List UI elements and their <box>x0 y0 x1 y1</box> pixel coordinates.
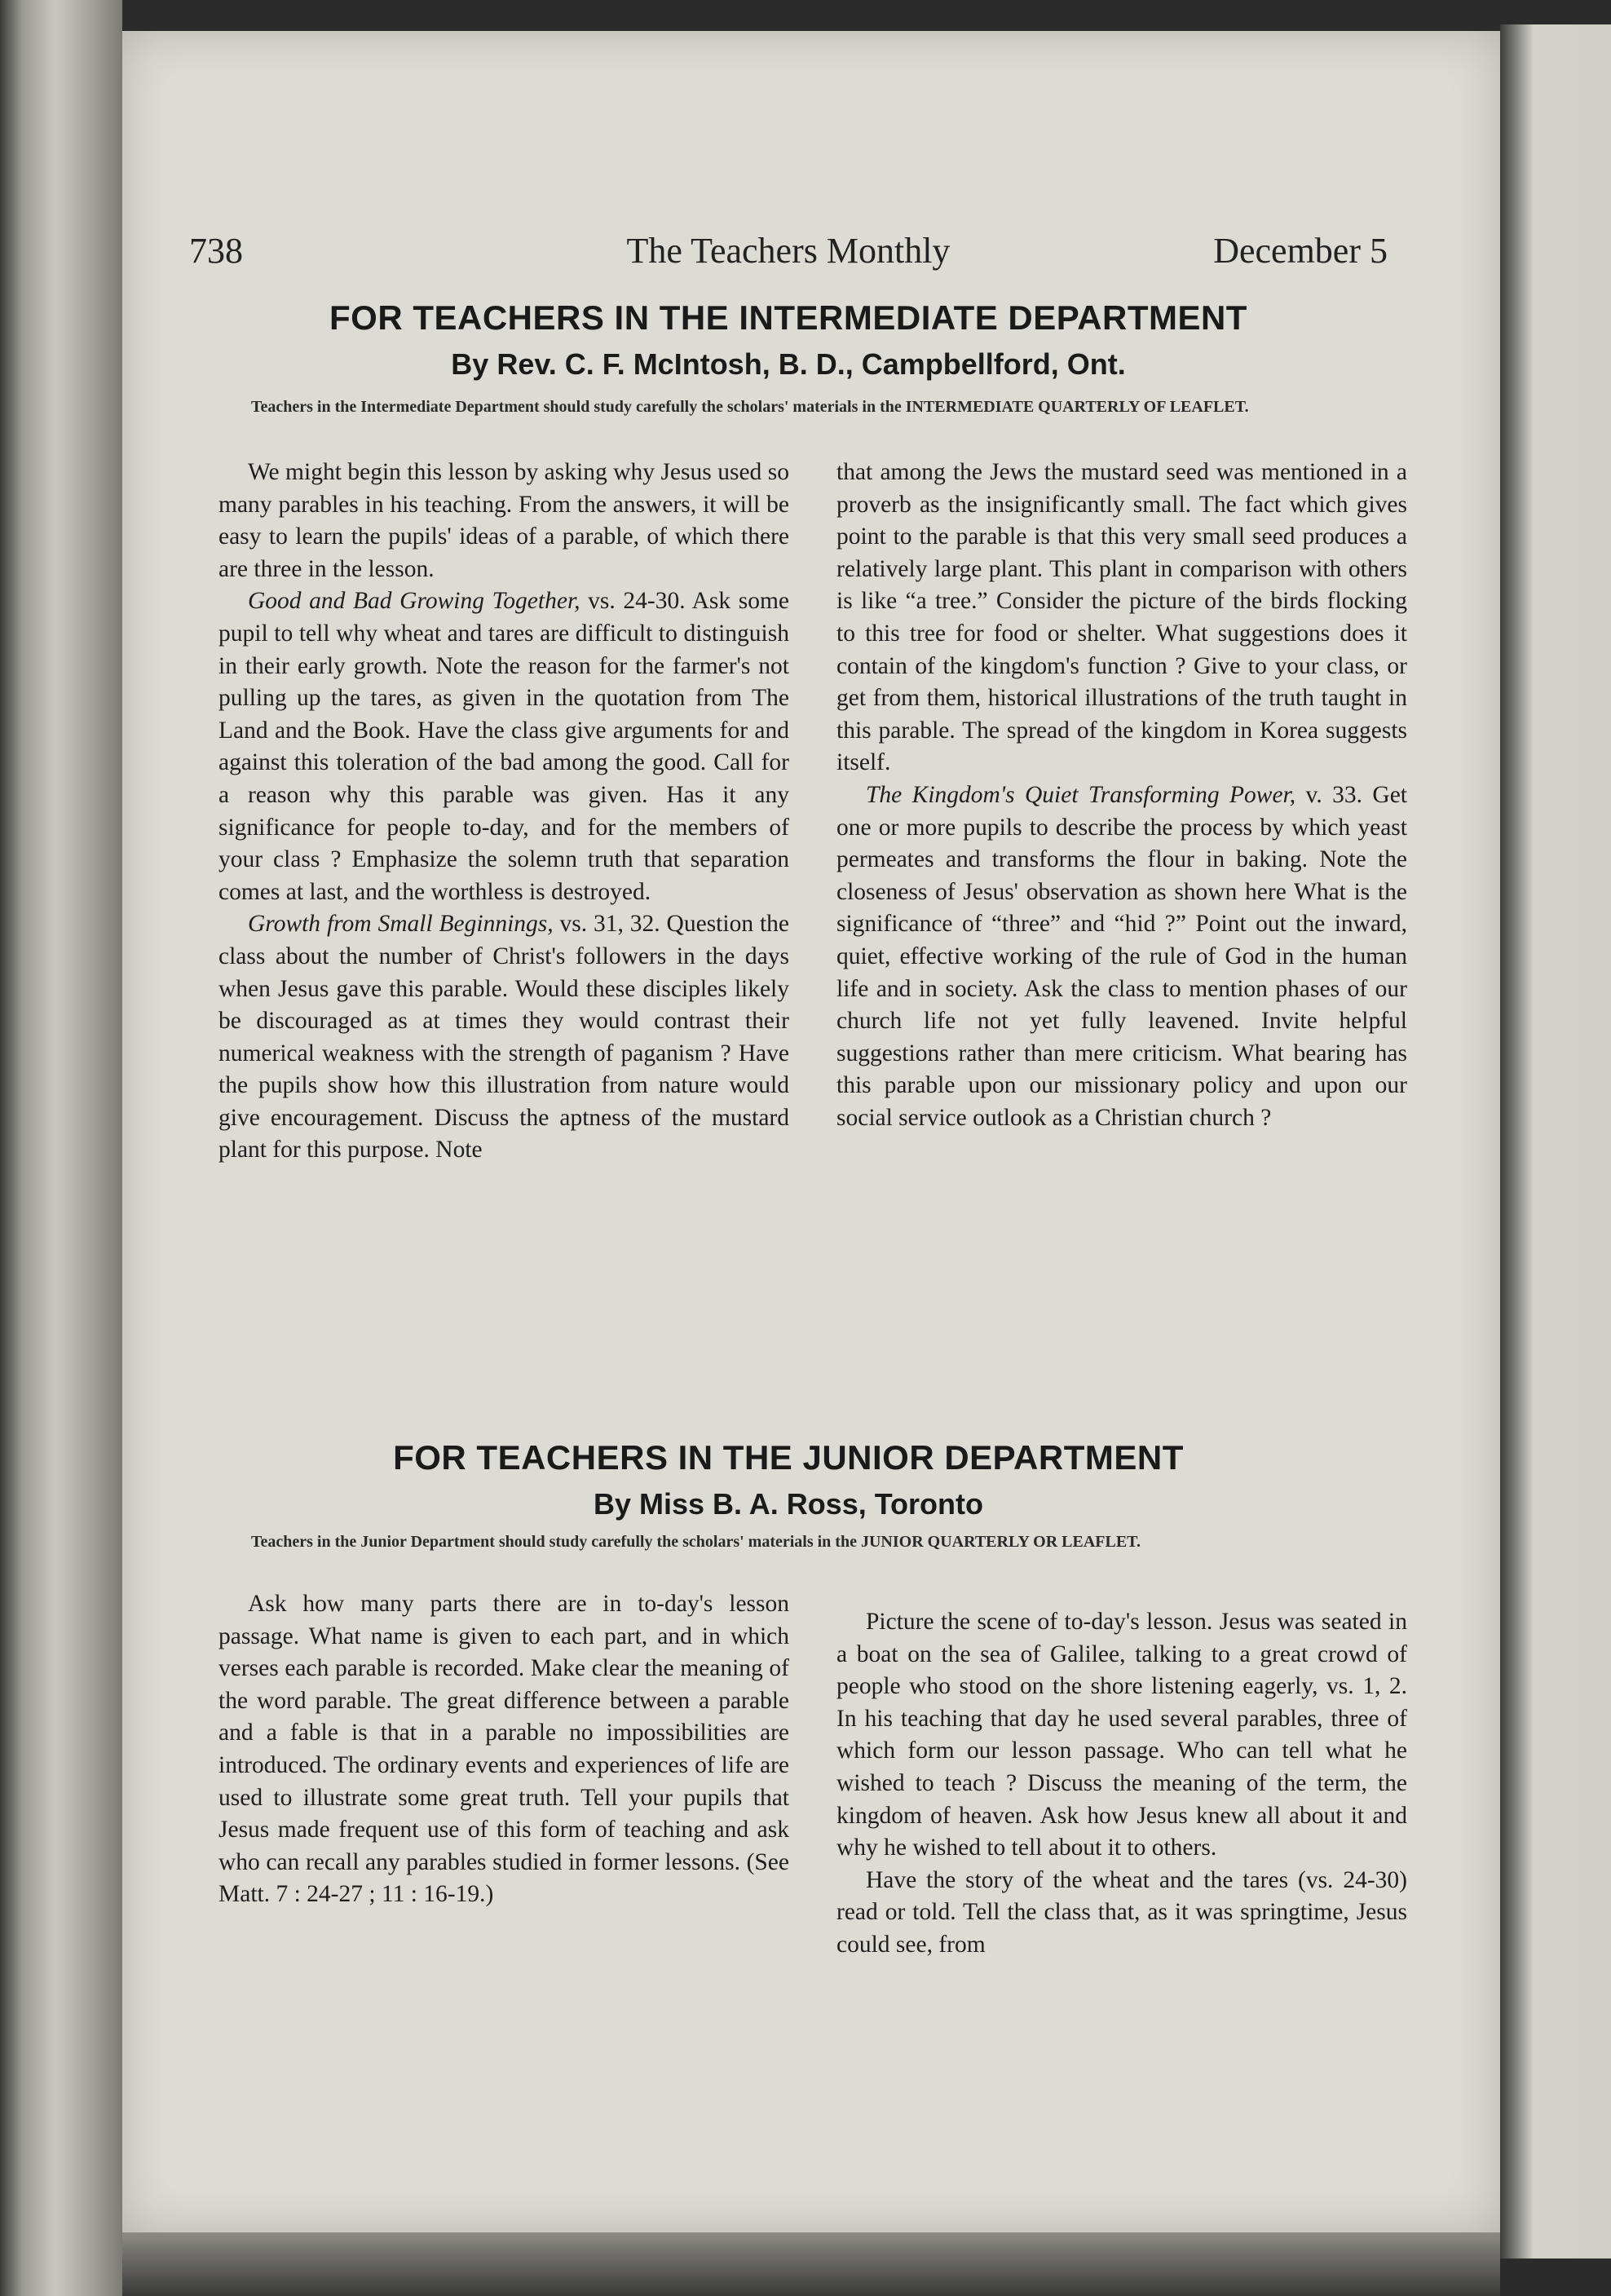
paragraph: that among the Jews the mustard seed was mentioned in a proverb as the insignificantly small. The fact which gives point to the parable is that this very small seed produces a relatively large plant. This plant in comparison with others is like “a tree.” Consider the picture of the birds flocking to this tree for food or shelter. What suggestions does it contain of the kingdom's function ? Give to your class, or get from them, historical illustrations of the truth taught in this parable. The spread of the kingdom in Korea suggests itself. <box>836 459 1407 776</box>
intermediate-left-column <box>218 457 789 1167</box>
page-number: 738 <box>189 231 243 271</box>
publication-title: The Teachers Monthly <box>626 231 951 271</box>
book-spine <box>0 0 122 2296</box>
paragraph: Ask how many parts there are in to-day's lesson passage. What name is given to each part, and in which verses each parable is recorded. Make clear the meaning of the word parable. The great difference between a parable and a fable is that in a parable no impossibilities are introduced. The ordinary events and experiences of life are used to illustrate some great truth. Tell your pupils that Jesus made frequent use of this form of teaching and ask who can recall any parables studied in former lessons. (See Matt. 7 : 24-27 ; 11 : 16-19.) <box>218 1591 789 1908</box>
paragraph: Have the story of the wheat and the tares (vs. 24-30) read or told. Tell the class that, as it was springtime, Jesus could see, from <box>836 1866 1407 1958</box>
paragraph <box>218 585 789 908</box>
paragraph-heading: Growth from Small Beginnings, <box>248 911 554 938</box>
junior-right-column <box>836 1606 1407 1962</box>
paragraph-text: vs. 24-30. Ask some pupil to tell why wheat and tares are difficult to distinguish in their early growth. Note the reason for the farmer's not pulling up the tares, as given in the quotation from The Land and the Book. Have the class give arguments for and against this toleration of the bad among the good. Call for a reason why this parable was given. Has it any significance for people to-day, and for the members of your class ? Emphasize the solemn truth that separation comes at last, and the worthless is destroyed. <box>218 588 789 905</box>
paragraph-text: v. 33. Get one or more pupils to describe the process by which yeast permeates and transforms the flour in baking. Note the closeness of Jesus' observation as shown here What is the significance of “three” and “hid ?” Point out the inward, quiet, effective working of the rule of God in the human life and in society. Ask the class to mention phases of our church life not yet fully leavened. Invite helpful suggestions rather than mere criticism. What bearing has this parable upon our missionary policy and upon our social service outlook as a Christian church ? <box>836 781 1408 1131</box>
intermediate-note: Teachers in the Intermediate Department should study carefully the scholars' materials in the INTERMEDIATE QUARTERLY OF LEAFLET. <box>251 398 1249 416</box>
issue-date: December 5 <box>1213 231 1388 271</box>
junior-note: Teachers in the Junior Department should study carefully the scholars' materials in the JUNIOR QUARTERLY OR LEAFLET. <box>251 1533 1141 1551</box>
running-header <box>189 230 1388 287</box>
paragraph: We might begin this lesson by asking why Jesus used so many parables in his teaching. From the answers, it will be easy to learn the pupils' ideas of a parable, of which there are three in the lesson. <box>218 459 789 582</box>
page-bottom-edge <box>122 2232 1500 2296</box>
paragraph-heading: Good and Bad Growing Together, <box>248 588 580 615</box>
paragraph <box>836 779 1407 1135</box>
next-page-edge <box>1500 24 1611 2258</box>
intermediate-right-column <box>836 457 1407 1134</box>
paragraph: Picture the scene of to-day's lesson. Jesus was seated in a boat on the sea of Galilee, talking to a great crowd of people who stood on the shore listening eagerly, vs. 1, 2. In his teaching that day he used several parables, three of which form our lesson passage. Who can tell what he wished to teach ? Discuss the meaning of the term, the kingdom of heaven. Ask how Jesus knew all about it and why he wished to tell about it to others. <box>836 1609 1407 1861</box>
junior-section-title: FOR TEACHERS IN THE JUNIOR DEPARTMENT <box>393 1438 1184 1477</box>
paragraph <box>218 908 789 1167</box>
intermediate-byline: By Rev. C. F. McIntosh, B. D., Campbellford, Ont. <box>451 347 1126 381</box>
intermediate-section-title: FOR TEACHERS IN THE INTERMEDIATE DEPARTMENT <box>329 298 1247 337</box>
junior-left-column <box>218 1588 789 1911</box>
paragraph-heading: The Kingdom's Quiet Transforming Power, <box>866 781 1296 808</box>
junior-byline: By Miss B. A. Ross, Toronto <box>593 1487 984 1521</box>
paragraph-text: vs. 31, 32. Question the class about the number of Christ's followers in the days when Jesus gave this parable. Would these disciples likely be discouraged as at times they would contrast their numerical weakness with the strength of paganism ? Have the pupils show how this illustration from nature would give encouragement. Discuss the aptness of the mustard plant for this purpose. Note <box>218 911 789 1163</box>
